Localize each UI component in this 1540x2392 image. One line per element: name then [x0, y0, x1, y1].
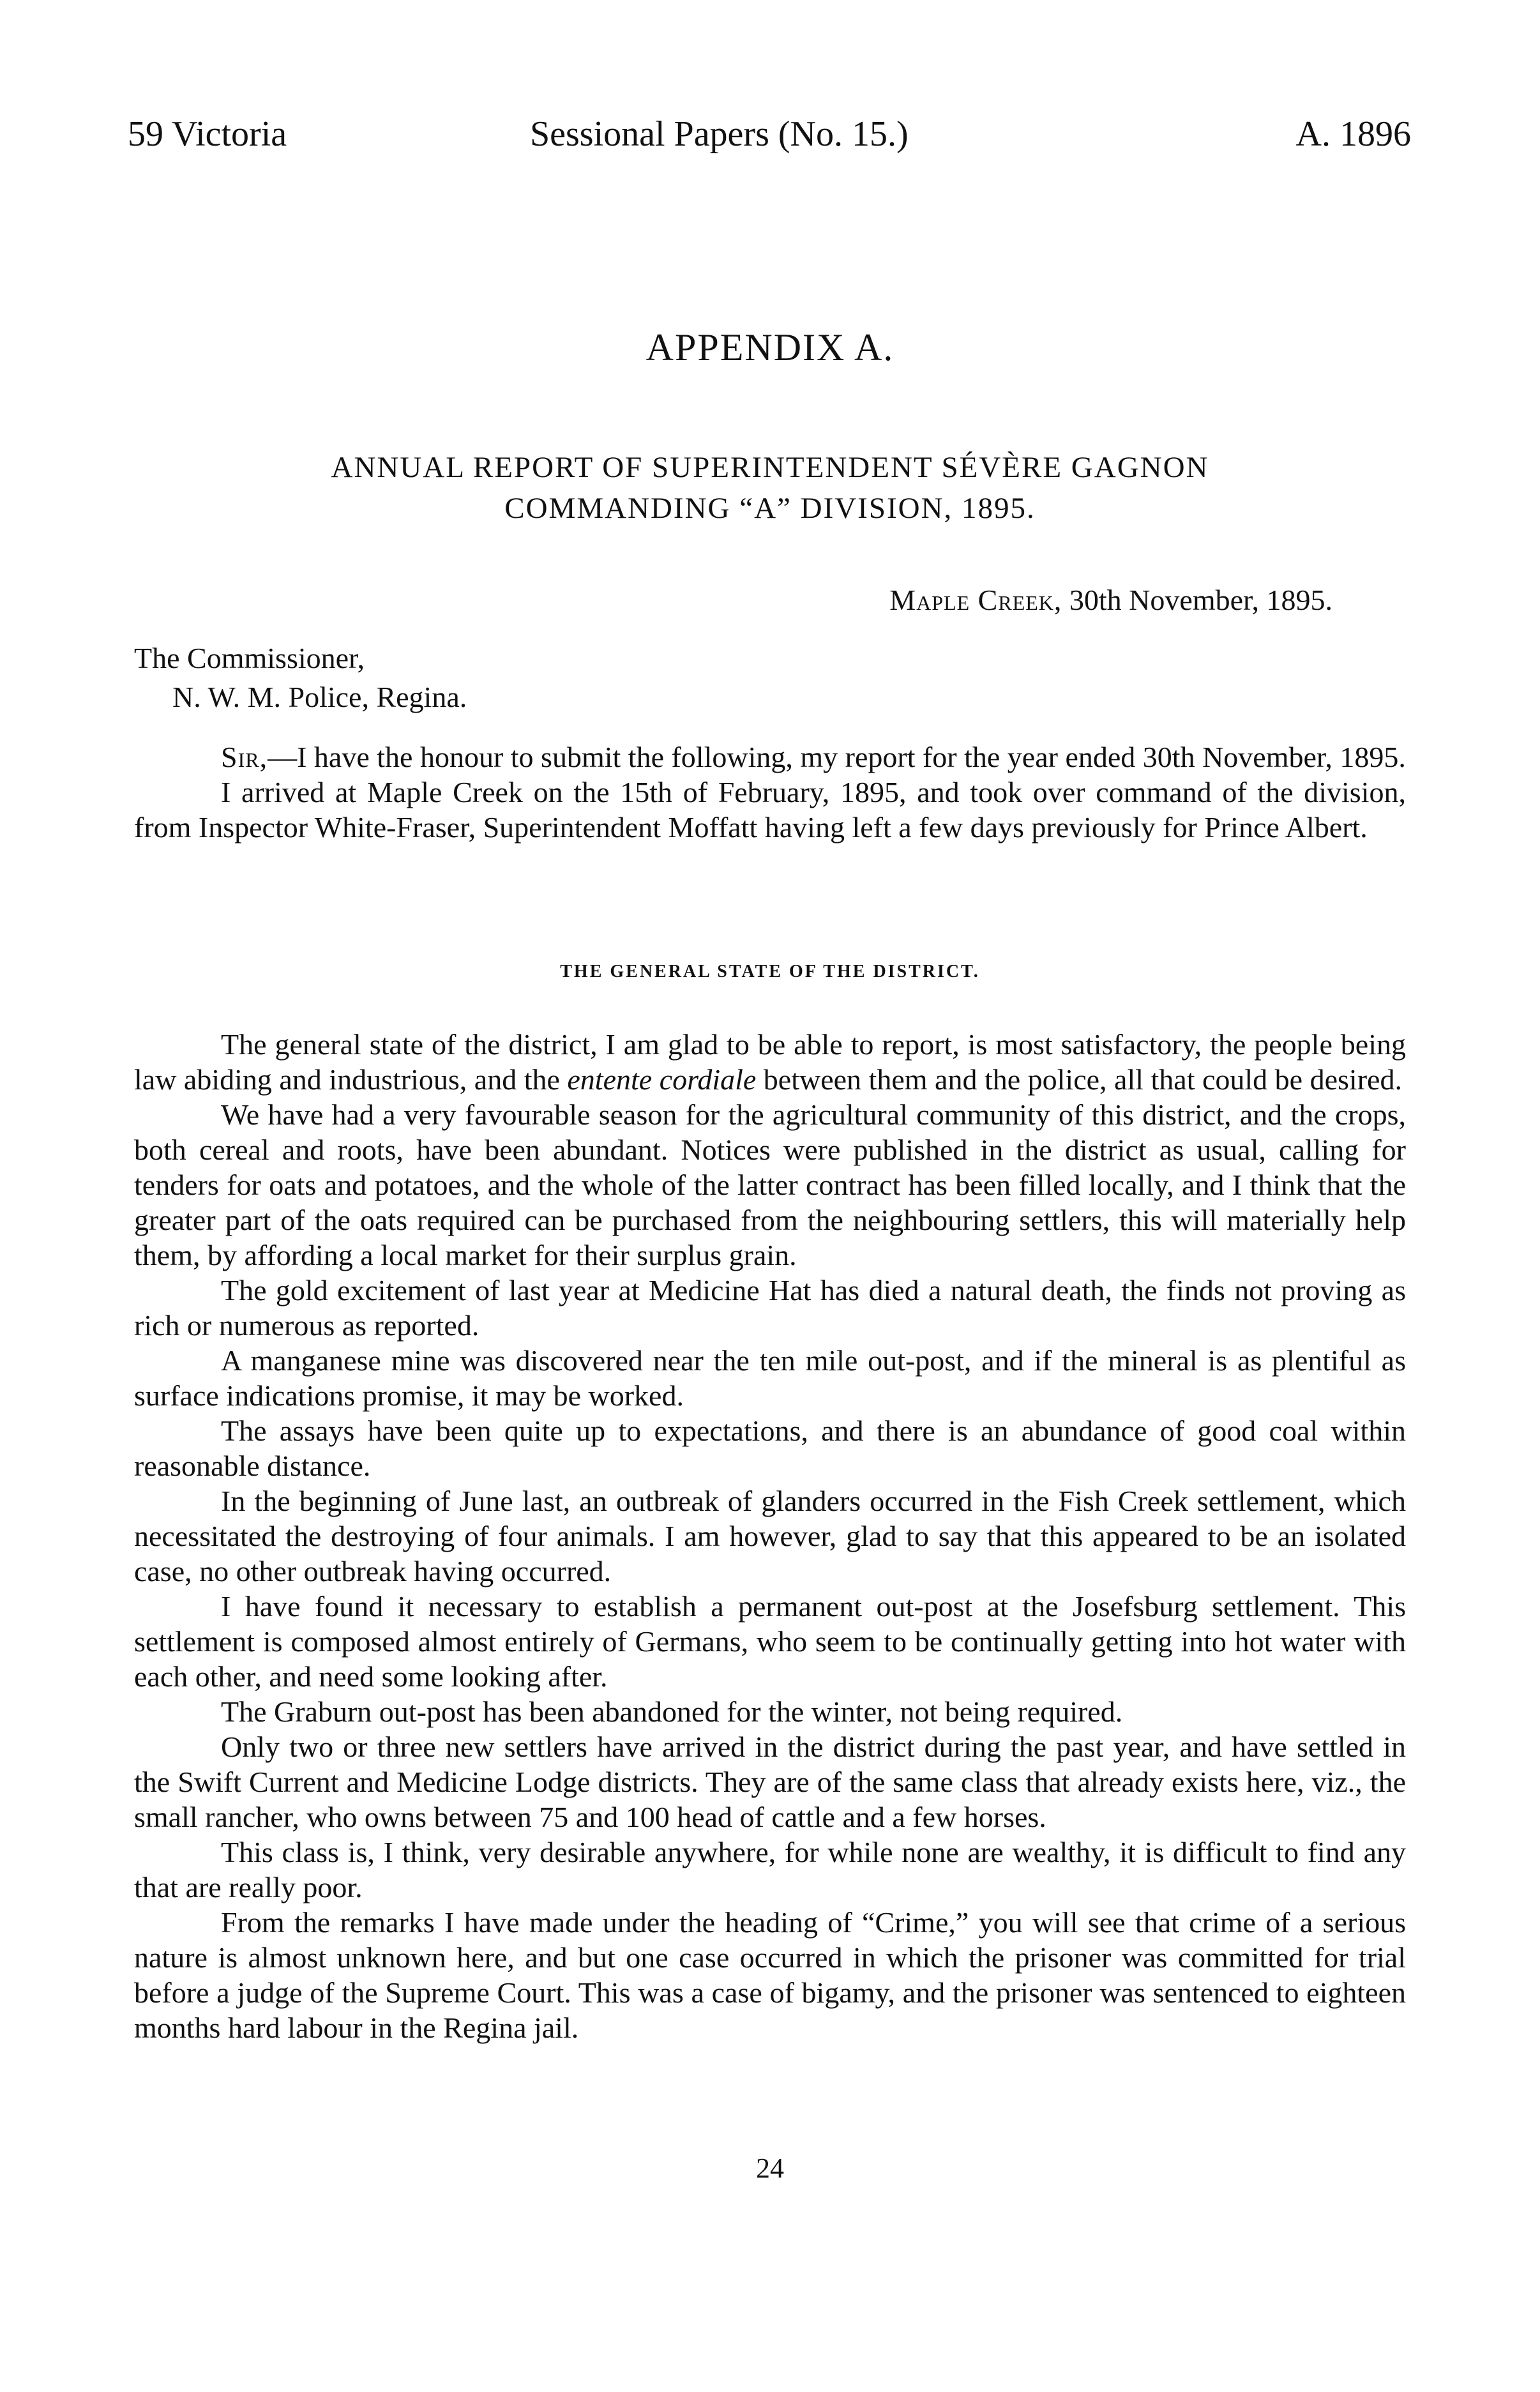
arrival-paragraph: I arrived at Maple Creek on the 15th of February, 1895, and took over command of the division, from Inspector White-Fraser, Superintendent Moffatt having left a few days previously for Prince Albert. — [134, 776, 1406, 844]
intro-block — [134, 739, 1406, 845]
report-heading-line-2: COMMANDING “A” DIVISION, 1895. — [504, 492, 1036, 525]
general-state-text-end: between them and the police, all that could be desired. — [756, 1063, 1402, 1096]
addressee-organization: N. W. M. Police, Regina. — [172, 681, 467, 713]
entente-cordiale-phrase: entente cordiale — [567, 1063, 757, 1096]
dateline-place: Maple Creek, — [889, 584, 1062, 616]
body-paragraph: From the remarks I have made under the heading of “Crime,” you will see that crime of a serious nature is almost unknown here, and but one case occurred in which the prisoner was committed for trial before a judge of the Supreme Court. This was a case of bigamy, and the prisoner was sentenced to eighteen months hard labour in the Regina jail. — [134, 1906, 1406, 2044]
body-paragraph: I have found it necessary to establish a permanent out-post at the Josefsburg settlement. This settlement is composed almost entirely of Germans, who seem to be continually getting into hot water with each other, and need some looking after. — [134, 1590, 1406, 1693]
header-volume: 59 Victoria — [128, 114, 287, 154]
salutation-text: —I have the honour to submit the following, my report for the year ended 30th November, 1895. — [268, 741, 1406, 773]
body-paragraph: This class is, I think, very desirable anywhere, for while none are wealthy, it is difficult to find any that are really poor. — [134, 1836, 1406, 1904]
addressee — [134, 639, 467, 716]
salutation-paragraph — [134, 739, 1406, 775]
addressee-title: The Commissioner, — [134, 642, 365, 674]
header-year: A. 1896 — [1295, 114, 1411, 154]
section-body — [134, 1027, 1406, 2045]
report-heading — [160, 447, 1380, 529]
body-paragraph: The Graburn out-post has been abandoned for the winter, not being required. — [221, 1695, 1123, 1728]
body-paragraph: We have had a very favourable season for the agricultural community of this district, and the crops, both cereal and roots, have been abundant. Notices were published in the district as usual, calling for tenders for oats and potatoes, and the whole of the latter contract has been filled locally, and I think that the greater part of the oats required can be purchased from the neighbouring settlers, this will materially help them, by affording a local market for their surplus grain. — [134, 1098, 1406, 1271]
dateline-date: 30th November, 1895. — [1062, 584, 1332, 616]
body-paragraph: A manganese mine was discovered near the ten mile out-post, and if the mineral is as plentiful as surface indications promise, it may be worked. — [134, 1344, 1406, 1412]
body-paragraph: In the beginning of June last, an outbreak of glanders occurred in the Fish Creek settlement, which necessitated the destroying of four animals. I am however, glad to say that this appeared to be an isolated case, no other outbreak having occurred. — [134, 1485, 1406, 1587]
body-paragraph: The assays have been quite up to expectations, and there is an abundance of good coal within reasonable distance. — [134, 1414, 1406, 1482]
general-state-paragraph — [134, 1027, 1406, 1097]
report-heading-line-1: ANNUAL REPORT OF SUPERINTENDENT SÉVÈRE GAGNON — [331, 451, 1209, 484]
header-sessional-papers: Sessional Papers (No. 15.) — [530, 114, 909, 154]
section-heading: THE GENERAL STATE OF THE DISTRICT. — [560, 962, 980, 981]
body-paragraph: Only two or three new settlers have arrived in the district during the past year, and have settled in the Swift Current and Medicine Lodge districts. They are of the same class that already exists here, viz., the small rancher, who owns between 75 and 100 head of cattle and a few horses. — [134, 1730, 1406, 1833]
page-number: 24 — [756, 2153, 784, 2184]
body-paragraph: The gold excitement of last year at Medicine Hat has died a natural death, the finds not proving as rich or numerous as reported. — [134, 1274, 1406, 1342]
running-header — [128, 109, 1411, 160]
appendix-title: APPENDIX A. — [645, 326, 895, 368]
salutation: Sir, — [221, 741, 268, 773]
general-state-text-start: The general state of the district, I am glad to be able to report, is most satisfactory, the people being law abiding and industrious, and the — [134, 1028, 1406, 1096]
dateline — [889, 581, 1332, 619]
